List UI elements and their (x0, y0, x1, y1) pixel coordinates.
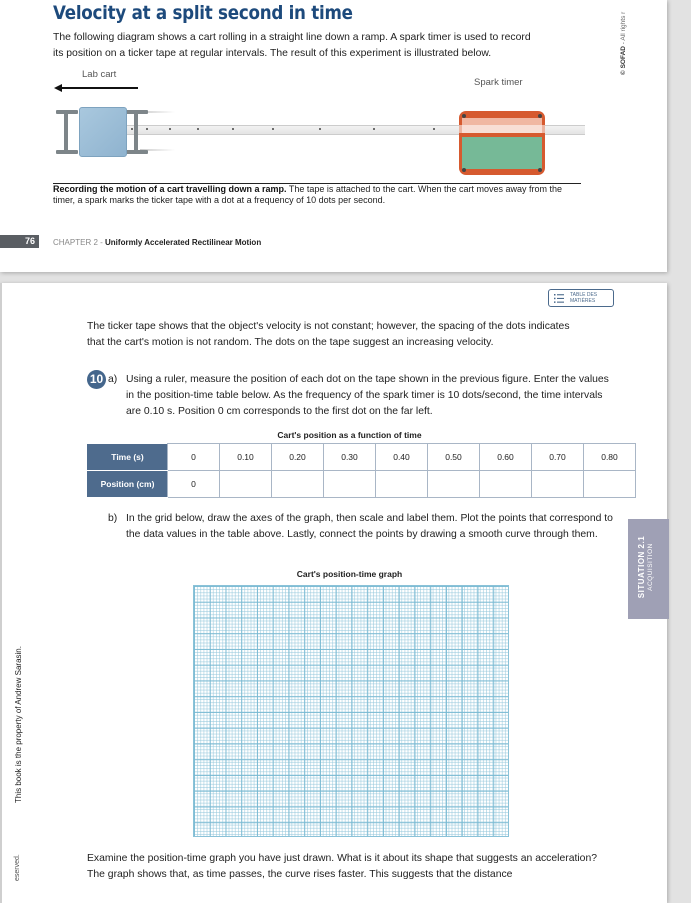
time-cell: 0.20 (272, 444, 324, 471)
position-input-cell[interactable] (220, 471, 272, 498)
situation-subtitle: ACQUISITION (647, 543, 654, 591)
page-76 (0, 0, 667, 272)
graph-title: Cart's position-time graph (296, 569, 403, 579)
lab-cart (79, 107, 127, 157)
tape-dot (433, 128, 435, 130)
time-cell: 0.40 (376, 444, 428, 471)
copyright-rest: - All rights r (620, 11, 627, 46)
page-number: 76 (0, 235, 39, 248)
caption-bold: Recording the motion of a cart travelling down a ramp. (53, 184, 287, 194)
situation-tab-label (637, 527, 655, 607)
part-a-text: Using a ruler, measure the position of each dot on the tape shown in the previous figure. Enter the values in the position-time table below. As the frequency of the spark timer is 10 dots/second, the time intervals are 0.10 s. Position 0 cm corresponds to the first dot on the far left. (126, 374, 609, 417)
time-cell: 0.70 (532, 444, 584, 471)
table-of-contents-button[interactable] (548, 289, 614, 307)
position-time-table (87, 443, 636, 498)
ownership-note: This book is the property of Andrew Sarasin. (14, 646, 23, 803)
row-header-time: Time (s) (88, 444, 168, 471)
time-cell: 0.30 (324, 444, 376, 471)
situation-title: SITUATION 2.1 (637, 535, 646, 599)
row-header-position: Position (cm) (88, 471, 168, 498)
intro-line-1: The following diagram shows a cart rolling in a straight line down a ramp. A spark timer is used to record (53, 32, 531, 43)
position-input-cell[interactable] (272, 471, 324, 498)
bolt-icon (462, 168, 466, 172)
direction-arrow (60, 87, 138, 89)
time-cell: 0.60 (480, 444, 532, 471)
lab-cart-label: Lab cart (82, 69, 117, 80)
arrow-left-icon (54, 84, 62, 92)
tape-dot (131, 128, 133, 130)
intro-paragraph (53, 30, 573, 62)
bolt-icon (538, 168, 542, 172)
tape-dot (169, 128, 171, 130)
position-cell: 0 (168, 471, 220, 498)
ticker-line-1: The ticker tape shows that the object's velocity is not constant; however, the spacing of the dots indicates (87, 321, 570, 332)
position-input-cell[interactable] (480, 471, 532, 498)
situation-tab[interactable] (628, 519, 669, 619)
position-input-cell[interactable] (376, 471, 428, 498)
bolt-icon (462, 114, 466, 118)
tape-dot (232, 128, 234, 130)
table-row-position (88, 471, 636, 498)
page-77 (0, 283, 667, 903)
part-b-text: In the grid below, draw the axes of the graph, then scale and label them. Plot the points that correspond to the data values in the table above. Lastly, connect the points by drawing a smooth curve through them. (126, 513, 613, 540)
table-row-time (88, 444, 636, 471)
tape-dot (319, 128, 321, 130)
timer-panel (462, 137, 542, 169)
toc-label-line-2: MATIÈRES (570, 298, 596, 304)
position-input-cell[interactable] (324, 471, 376, 498)
time-cell: 0 (168, 444, 220, 471)
tape-through-timer (459, 125, 545, 133)
position-input-cell[interactable] (428, 471, 480, 498)
time-cell: 0.10 (220, 444, 272, 471)
chapter-footer (53, 238, 261, 247)
bolt-icon (538, 114, 542, 118)
cart-axle (134, 112, 138, 152)
question-number-badge: 10 (87, 370, 106, 389)
chapter-name: Uniformly Accelerated Rectilinear Motion (105, 238, 262, 247)
section-title: Velocity at a split second in time (53, 2, 353, 24)
toc-label (570, 292, 597, 304)
figure-caption (53, 184, 583, 206)
tape-dot (197, 128, 199, 130)
time-cell: 0.50 (428, 444, 480, 471)
spark-timer (459, 111, 545, 175)
copyright-note (620, 12, 627, 75)
time-cell: 0.80 (584, 444, 636, 471)
list-icon (554, 294, 564, 303)
toc-label-line-1: TABLE DES (570, 292, 598, 298)
part-b-letter: b) (108, 513, 118, 524)
position-input-cell[interactable] (532, 471, 584, 498)
tape-dot (373, 128, 375, 130)
caption-text: The tape is attached to the cart. When the cart moves away from the timer, a spark marks the ticker tape with a dot at a frequency of 10 dots per second. (53, 184, 563, 205)
copyright-bold: © SOFAD (620, 46, 627, 75)
table-title: Cart's position as a function of time (277, 430, 422, 440)
position-input-cell[interactable] (584, 471, 636, 498)
part-a-letter: a) (108, 374, 118, 385)
chapter-prefix: CHAPTER 2 - (53, 238, 106, 247)
rights-note: eserved. (14, 854, 21, 881)
cart-axle (64, 112, 68, 152)
spark-timer-label: Spark timer (474, 77, 523, 88)
graph-paper-grid[interactable] (193, 585, 509, 837)
tape-dot (272, 128, 274, 130)
tape-dot (146, 128, 148, 130)
ticker-paragraph (87, 319, 607, 351)
ticker-line-2: that the cart's motion is not random. The dots on the tape suggest an increasing velocity. (87, 337, 494, 348)
intro-line-2: its position on a ticker tape at regular intervals. The result of this experiment is illustrated below. (53, 48, 492, 59)
follow-up-paragraph: Examine the position-time graph you have just drawn. What is it about its shape that suggests an acceleration? The graph shows that, as time passes, the curve rises faster. This suggests that the distance (87, 853, 598, 880)
